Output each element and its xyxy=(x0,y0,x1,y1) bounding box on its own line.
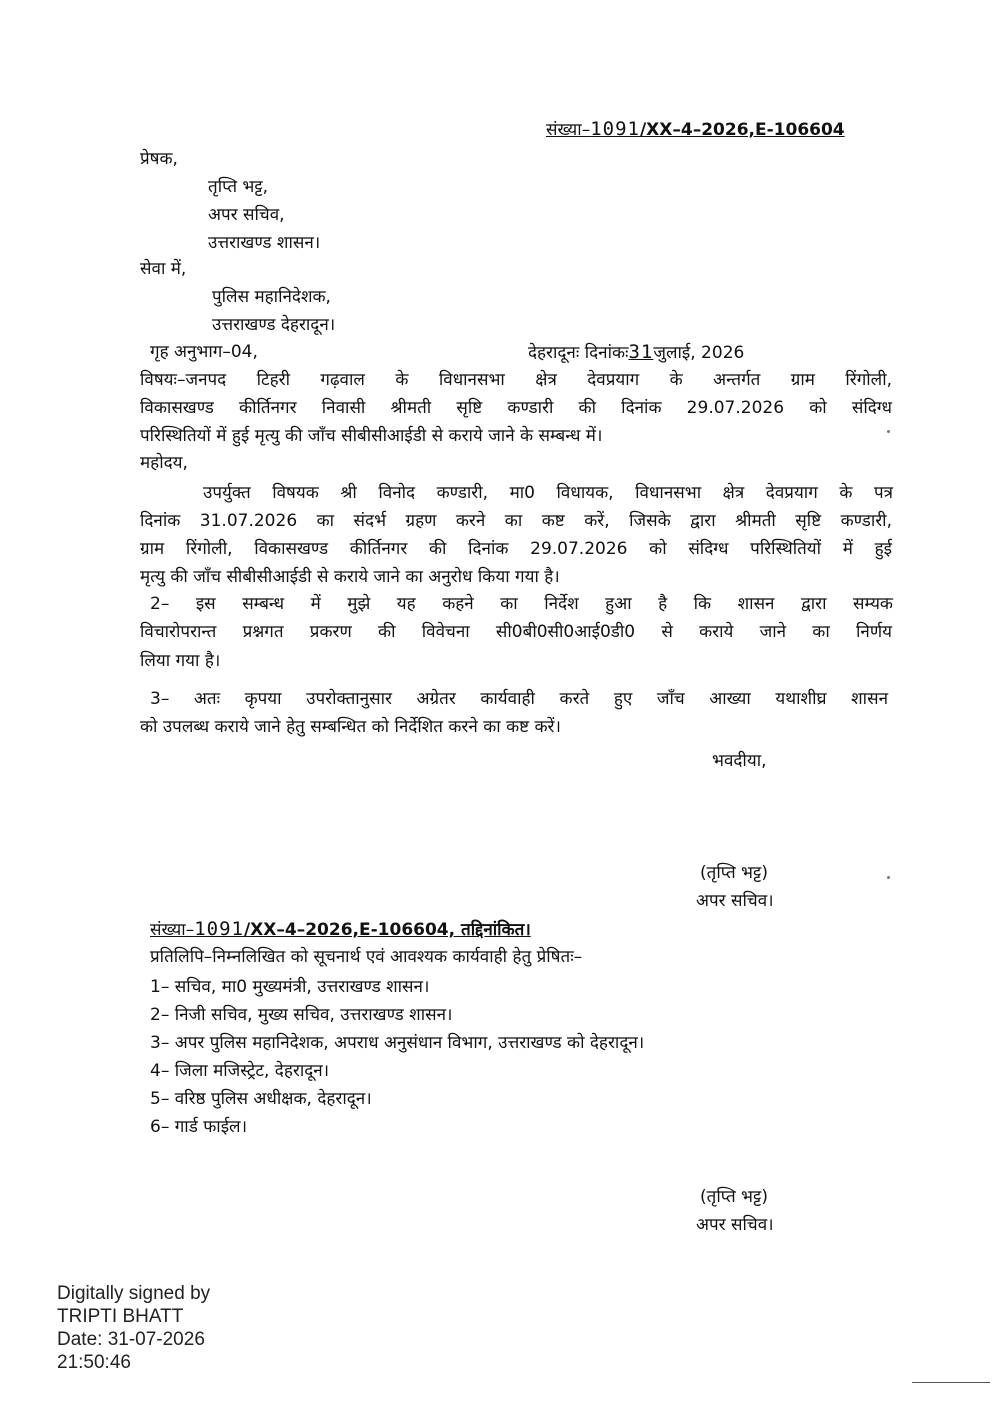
para1-line-4: मृत्यु की जाँच सीबीसीआईडी से कराये जाने का अनुरोध किया गया है। xyxy=(140,567,560,587)
copy-ref-suffix: /XX–4–2026,E-106604, तद्दिनांकित। xyxy=(243,920,531,940)
reference-number xyxy=(546,118,845,141)
closing: भवदीया, xyxy=(712,751,767,771)
digital-signature-line-4: 21:50:46 xyxy=(57,1352,131,1373)
sender-designation: अपर सचिव, xyxy=(208,205,285,225)
para1-line-2: दिनांक 31.07.2026 का संदर्भ ग्रहण करने का कष्ट करें, जिसके द्वारा श्रीमती सृष्टि कण्डारी, xyxy=(140,511,892,531)
copy-ref-prefix: संख्या– xyxy=(150,920,195,940)
signature1-name: (तृप्ति भट्ट) xyxy=(700,863,768,883)
para1-line-3: ग्राम रिंगोली, विकासखण्ड कीर्तिनगर की दिनांक 29.07.2026 को संदिग्ध परिस्थितियों में हुई xyxy=(140,539,892,559)
para2-line-3: लिया गया है। xyxy=(140,651,221,671)
scan-speck xyxy=(887,430,890,433)
digital-signature-line-1: Digitally signed by xyxy=(57,1283,211,1304)
para2-line-2: विचारोपरान्त प्रश्नगत प्रकरण की विवेचना सी0बी0सी0आई0डी0 से कराये जाने का निर्णय xyxy=(140,622,892,642)
recipient-designation: पुलिस महानिदेशक, xyxy=(212,287,331,307)
para3-line-1: 3– अतः कृपया उपरोक्तानुसार अग्रेतर कार्यवाही करते हुए जाँच आख्या यथाशीघ्र शासन xyxy=(150,689,888,709)
copy-list-item: 6– गार्ड फाईल। xyxy=(150,1117,248,1137)
scan-speck xyxy=(887,876,890,879)
signature1-designation: अपर सचिव। xyxy=(696,891,774,911)
copy-reference xyxy=(150,918,531,941)
reference-suffix: /XX–4–2026,E-106604 xyxy=(639,120,845,140)
sender-office: उत्तराखण्ड शासन। xyxy=(208,233,321,253)
section-label: गृह अनुभाग–04, xyxy=(150,342,258,362)
digital-signature-line-3: Date: 31-07-2026 xyxy=(57,1329,205,1350)
para3-line-2: को उपलब्ध कराये जाने हेतु सम्बन्धित को निर्देशित करने का कष्ट करें। xyxy=(140,717,561,737)
salutation: महोदय, xyxy=(140,453,188,473)
signature2-name: (तृप्ति भट्ट) xyxy=(700,1187,768,1207)
place-date xyxy=(528,341,744,364)
subject-line-2: विकासखण्ड कीर्तिनगर निवासी श्रीमती सृष्टि कण्डारी की दिनांक 29.07.2026 को संदिग्ध xyxy=(140,398,892,418)
para1-line-1: उपर्युक्त विषयक श्री विनोद कण्डारी, मा0 विधायक, विधानसभा क्षेत्र देवप्रयाग के पत्र xyxy=(203,483,893,503)
copy-list-item: 1– सचिव, मा0 मुख्यमंत्री, उत्तराखण्ड शासन। xyxy=(150,977,430,997)
recipient-label: सेवा में, xyxy=(140,259,187,279)
para2-line-1: 2– इस सम्बन्ध में मुझे यह कहने का निर्देश हुआ है कि शासन द्वारा सम्यक xyxy=(150,594,893,614)
subject-line-1: विषयः–जनपद टिहरी गढ़वाल के विधानसभा क्षेत्र देवप्रयाग के अन्तर्गत ग्राम रिंगोली, xyxy=(140,370,892,390)
copy-ref-handwritten: 1091 xyxy=(194,918,244,940)
copy-intro: प्रतिलिपि–निम्नलिखित को सूचनार्थ एवं आवश्यक कार्यवाही हेतु प्रेषितः– xyxy=(150,947,583,967)
reference-handwritten: 1091 xyxy=(590,118,640,140)
sender-name: तृप्ति भट्ट, xyxy=(208,177,269,197)
digital-signature-line-2: TRIPTI BHATT xyxy=(57,1306,184,1327)
sender-label: प्रेषक, xyxy=(140,149,178,169)
page-edge-mark xyxy=(912,1382,990,1383)
recipient-office: उत्तराखण्ड देहरादून। xyxy=(212,315,336,335)
copy-list-item: 5– वरिष्ठ पुलिस अधीक्षक, देहरादून। xyxy=(150,1089,372,1109)
date-day-handwritten: 31 xyxy=(628,341,654,363)
copy-list-item: 3– अपर पुलिस महानिदेशक, अपराध अनुसंधान विभाग, उत्तराखण्ड को देहरादून। xyxy=(150,1033,645,1053)
signature2-designation: अपर सचिव। xyxy=(696,1215,774,1235)
reference-prefix: संख्या– xyxy=(546,120,591,140)
copy-list-item: 2– निजी सचिव, मुख्य सचिव, उत्तराखण्ड शासन। xyxy=(150,1005,453,1025)
copy-list-item: 4– जिला मजिस्ट्रेट, देहरादून। xyxy=(150,1061,330,1081)
place-date-suffix: जुलाई, 2026 xyxy=(653,343,745,363)
subject-line-3: परिस्थितियों में हुई मृत्यु की जाँच सीबीसीआईडी से कराये जाने के सम्बन्ध में। xyxy=(140,426,603,446)
place-date-prefix: देहरादूनः दिनांकः xyxy=(528,343,629,363)
